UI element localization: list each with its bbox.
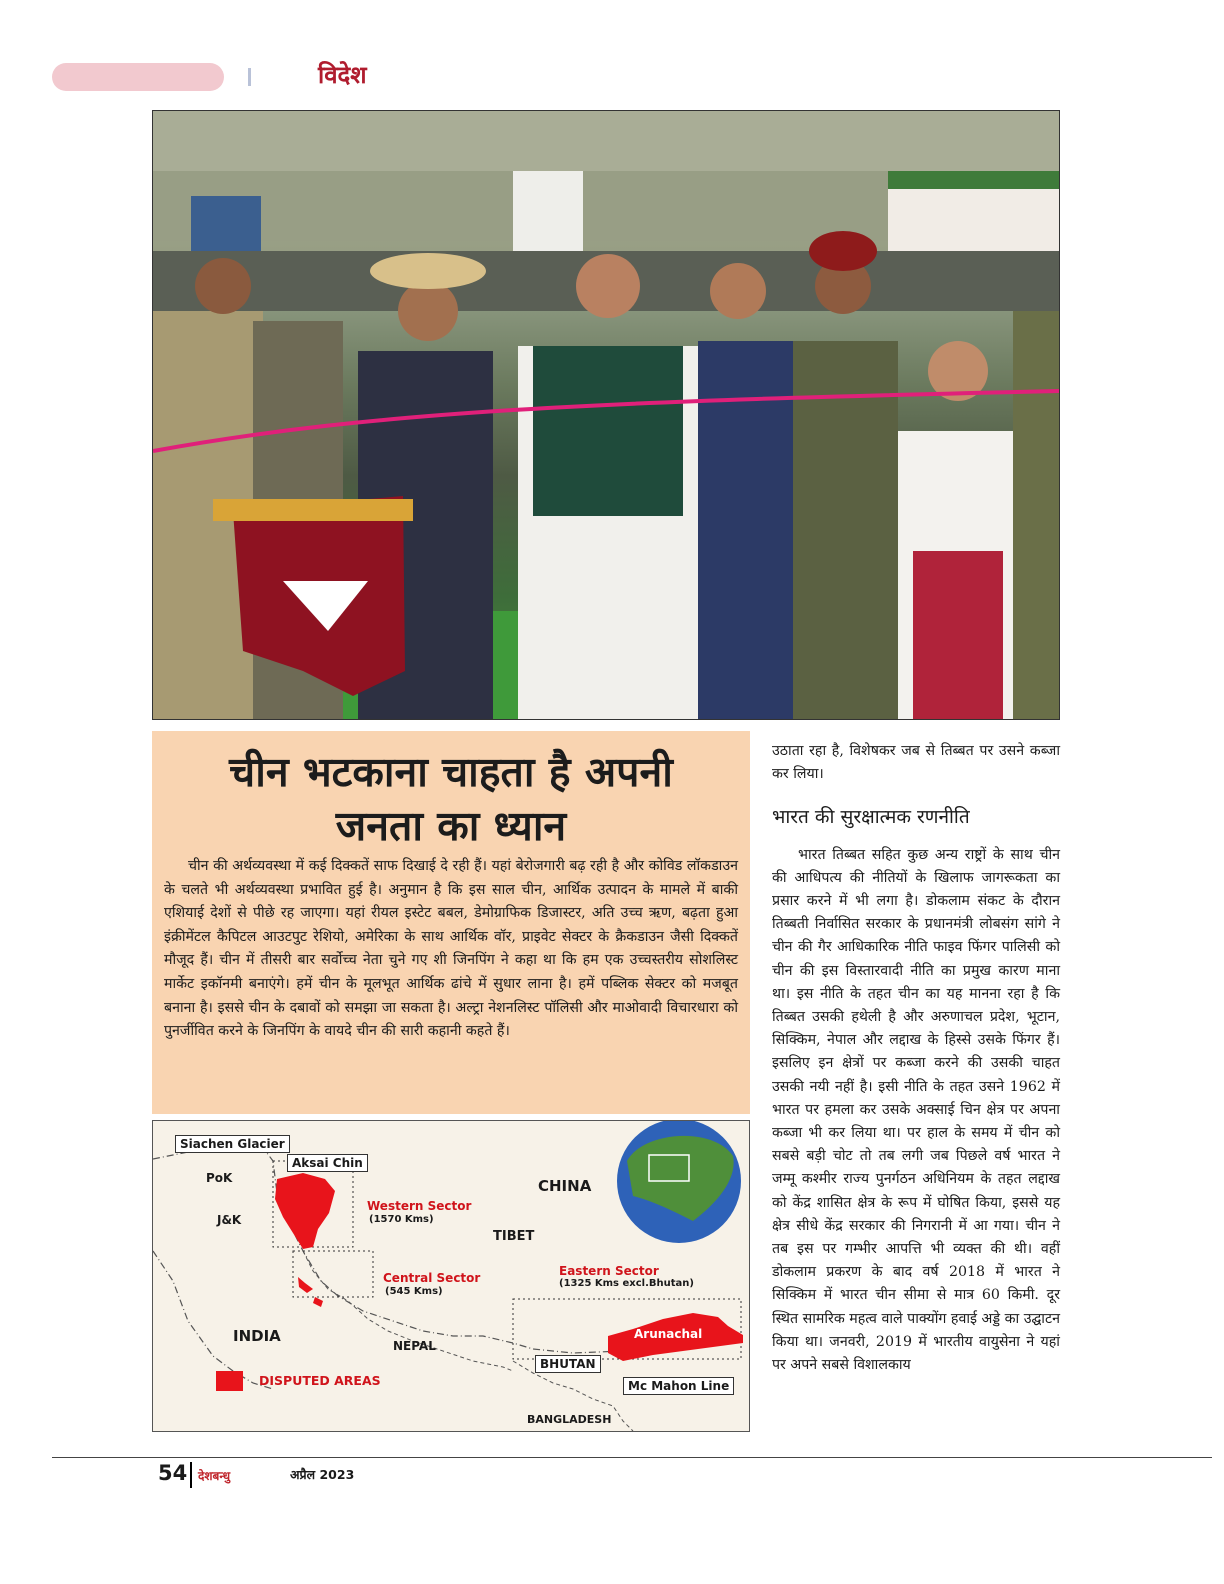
feature-title-line2: जनता का ध्यान bbox=[335, 802, 567, 850]
map-label-jk: J&K bbox=[217, 1213, 242, 1227]
header-pill bbox=[52, 63, 224, 91]
map-label-bangladesh: BANGLADESH bbox=[527, 1413, 612, 1426]
map-label-western-km: (1570 Kms) bbox=[369, 1214, 434, 1225]
right-col-subheading: भारत की सुरक्षात्मक रणनीति bbox=[772, 806, 970, 829]
map-label-bhutan: BHUTAN bbox=[535, 1355, 601, 1373]
footer-divider bbox=[190, 1462, 192, 1488]
map-label-eastern-km: (1325 Kms excl.Bhutan) bbox=[559, 1278, 694, 1289]
photo-illustration bbox=[153, 111, 1060, 720]
magazine-logo: देशबन्धु bbox=[198, 1469, 231, 1483]
feature-box bbox=[152, 731, 750, 1114]
map-label-siachen: Siachen Glacier bbox=[175, 1135, 290, 1153]
ribbon-cutting-photo bbox=[152, 110, 1060, 720]
map-label-aksai-chin: Aksai Chin bbox=[287, 1154, 368, 1172]
header-divider bbox=[248, 68, 251, 86]
map-label-mcmahon: Mc Mahon Line bbox=[623, 1377, 734, 1395]
footer-rule bbox=[52, 1457, 1212, 1458]
map-label-western-sector: Western Sector bbox=[367, 1199, 472, 1213]
page-number: 54 bbox=[158, 1461, 188, 1485]
right-col-continuation: उठाता रहा है, विशेषकर जब से तिब्बत पर उसने कब्जा कर लिया। bbox=[772, 743, 1060, 783]
right-col-body: भारत तिब्बत सहित कुछ अन्य राष्ट्रों के साथ चीन की आधिपत्य की नीतियों के खिलाफ जागरूकता का प्रसार करने में भी लगा है। डोकलाम संकट के दौरान तिब्बती निर्वासित सरकार के प्रधानमंत्री लोबसंग सांगे ने चीन की गैर आधिकारिक नीति फाइव फिंगर पालिसी को चीन की इस विस्तारवादी नीति का प्रमुख कारण माना था। इस नीति के तहत चीन का यह मानना रहा है कि तिब्बत उसकी हथेली है और अरुणाचल प्रदेश, भूटान, सिक्किम, नेपाल और लद्दाख के हिस्से उसके फिंगर हैं। इसलिए इन क्षेत्रों पर कब्जा करने की उसकी चाहत उसकी नयी नहीं है। इसी नीति के तहत उसने 1962 में भारत पर हमला कर उसके अक्साई चिन क्षेत्र पर अपना कब्जा भी कर लिया था। पर हाल के समय में चीन को सबसे बड़ी चोट तो तब लगी जब पिछले वर्ष भारत ने जम्मू कश्मीर राज्य पुनर्गठन अधिनियम के तहत लद्दाख को केंद्र शासित क्षेत्र के रूप में घोषित किया, इससे यह क्षेत्र सीधे केंद्र सरकार की निगरानी में आ गया। चीन ने तब इस पर गम्भीर आपत्ति भी व्यक्त की थी। वहीं डोकलाम प्रकरण के बाद वर्ष 2018 में भारत ने सिक्किम में भारत चीन सीमा से मात्र 60 किमी. दूर स्थित सामरिक महत्व वाले पाक्योंग हवाई अड्डे का उद्घाटन किया था। जनवरी, 2019 में भारतीय वायुसेना ने यहां पर अपने सबसे विशालकाय bbox=[772, 846, 1060, 1374]
feature-title-line1: चीन भटकाना चाहता है अपनी bbox=[229, 748, 673, 796]
map-label-china: CHINA bbox=[538, 1177, 592, 1195]
issue-date: अप्रैल 2023 bbox=[290, 1467, 355, 1482]
map-label-nepal: NEPAL bbox=[393, 1339, 436, 1353]
map-label-central-sector: Central Sector bbox=[383, 1271, 481, 1285]
map-label-tibet: TIBET bbox=[493, 1229, 535, 1244]
right-column bbox=[772, 740, 1060, 1377]
border-map bbox=[152, 1120, 750, 1432]
feature-title bbox=[152, 745, 750, 853]
map-label-eastern-sector: Eastern Sector bbox=[559, 1264, 659, 1278]
map-label-india: INDIA bbox=[233, 1327, 281, 1345]
section-title: विदेश bbox=[318, 61, 367, 89]
map-label-central-km: (545 Kms) bbox=[385, 1286, 443, 1297]
feature-body: चीन की अर्थव्यवस्था में कई दिक्कतें साफ दिखाई दे रही हैं। यहां बेरोजगारी बढ़ रही है और कोविड लॉकडाउन के चलते भी अर्थव्यवस्था प्रभावित हुई है। अनुमान है कि इस साल चीन, आर्थिक उत्पादन के मामले में बाकी एशियाई देशों से पीछे रह जाएगा। यहां रीयल इस्टेट बबल, डेमोग्राफिक डिजास्टर, अति उच्च ऋण, बढ़ता हुआ इंक्रीमेंटल कैपिटल आउटपुट रेशियो, अमेरिका के साथ आर्थिक वॉर, प्राइवेट सेक्टर के क्रैकडाउन जैसी दिक्कतें मौजूद हैं। चीन में तीसरी बार सर्वोच्च नेता चुने गए शी जिनपिंग ने कहा था कि हम एक उच्चस्तरीय सोशलिस्ट मार्केट इकॉनमी बनाएंगे। हमें चीन के मूलभूत आर्थिक ढांचे में सुधार लाना है। हमें पब्लिक सेक्टर को मजबूत बनाना है। इससे चीन के दबावों को समझा जा सकता है। अल्ट्रा नेशनलिस्ट पॉलिसी और माओवादी विचारधारा को पुनर्जीवित करने के जिनपिंग के वायदे चीन की सारी कहानी कहते हैं। bbox=[164, 858, 738, 1040]
map-label-pok: PoK bbox=[206, 1171, 233, 1185]
map-label-arunachal: Arunachal bbox=[634, 1327, 703, 1341]
map-legend-disputed: DISPUTED AREAS bbox=[259, 1373, 381, 1388]
